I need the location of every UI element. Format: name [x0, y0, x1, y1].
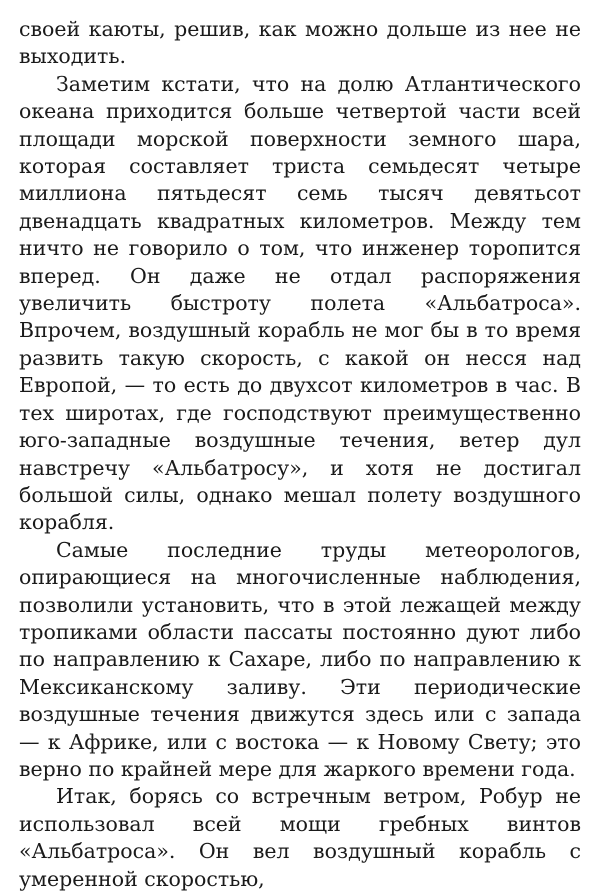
paragraph-meteorologists: Самые последние труды метеорологов, опирающиеся на многочисленные наблюдения, позволили установить, что в этой лежащей между тропиками области пассаты постоянно дуют либо по направлению к Сахаре, либо по направлению к Мексиканскому заливу. Эти периодические воздушные течения движутся здесь или с запада — к Африке, или с востока — к Новому Свету; это верно по крайней мере для жаркого времени года.: [19, 537, 581, 781]
paragraph-atlantic: Заметим кстати, что на долю Атлантического океана приходится больше четвертой части всей площади морской поверхности земного шара, которая составляет триста семьдесят четыре миллиона пятьдесят семь тысяч девятьсот двенадцать квадратных километров. Между тем ничто не говорило о том, что инженер торопится вперед. Он даже не отдал распоряжения увеличить быстроту полета «Альбатроса». Впрочем, воздушный корабль не мог бы в то время развить такую скорость, с какой он несся над Европой, — то есть до двухсот километров в час. В тех широтах, где господствуют преимущественно юго-западные воздушные течения, ветер дул навстречу «Альбатросу», и хотя не достигал большой силы, однако мешал полету воздушного корабля.: [19, 71, 581, 535]
paragraph-continuation: своей каюты, решив, как можно дольше из нее не выходить.: [19, 17, 581, 69]
paragraph-robur: Итак, борясь со встречным ветром, Робур не использовал всей мощи гребных винтов «Альбатроса». Он вел воздушный корабль с умеренной скоростью,: [19, 784, 581, 891]
